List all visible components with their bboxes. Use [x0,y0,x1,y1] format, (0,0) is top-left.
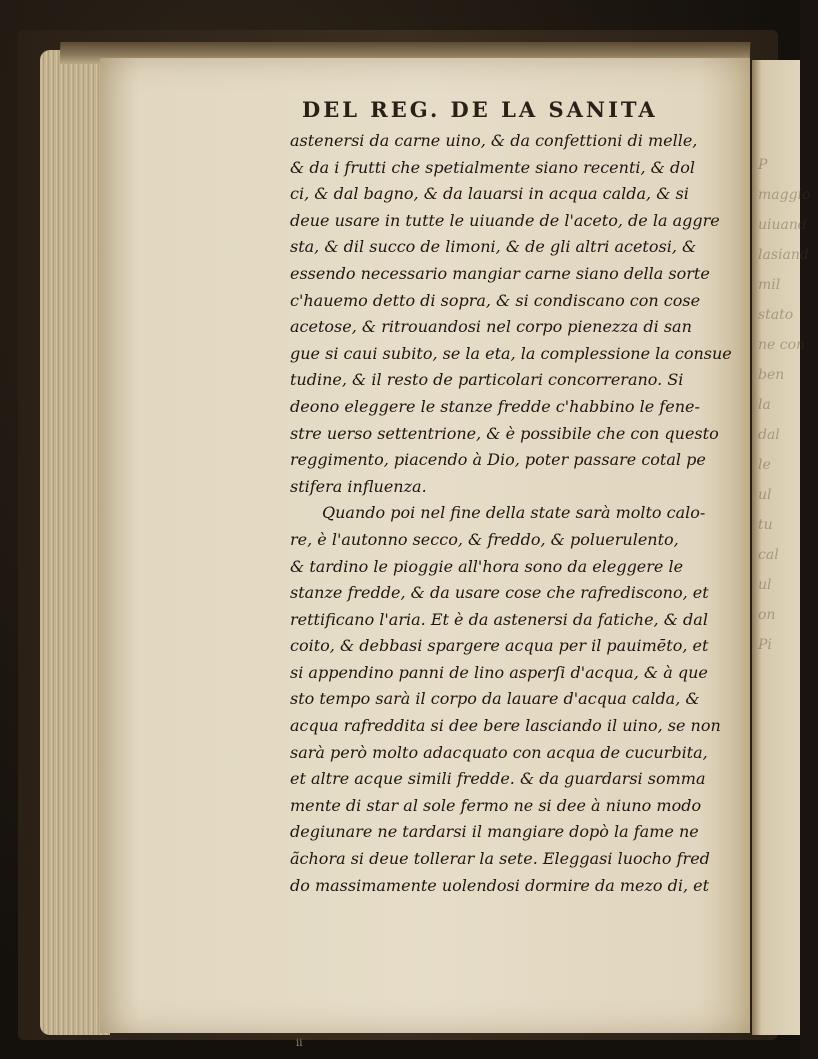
facing-page-fragment: la [758,397,771,413]
text-line: & tardino le pioggie all'hora sono da eleggere le [290,556,684,576]
signature-mark: ii [296,1038,303,1049]
facing-page-fragment: tu [758,517,773,533]
facing-page-fragment: uiuand [758,217,807,233]
facing-page-fragment: on [758,607,776,623]
facing-page-fragment: stato [758,307,794,323]
text-line: essendo necessario mangiar carne siano della sorte [290,263,710,283]
facing-page-edge [752,60,811,1035]
facing-page-fragment: ne con [758,337,806,353]
text-line: tudine, & il resto de particolari concorrerano. Si [290,370,684,390]
text-line: gue si caui subito, se la eta, la complessione la consue [290,343,732,363]
text-line: sarà però molto adacquato con acqua de cucurbita, [290,742,708,762]
text-line: stre uerso settentrione, & è possibile che con questo [290,423,719,443]
text-line: sta, & dil succo de limoni, & de gli altri acetosi, & [290,237,697,257]
text-line: c'hauemo detto di sopra, & si condiscano con cose [290,290,701,310]
facing-page-fragment: dal [758,427,780,443]
facing-page-fragment: lasiand [758,247,809,263]
text-line: astenersi da carne uino, & da confettioni di melle, [290,131,698,150]
text-line: acetose, & ritrouandosi nel corpo pienezza di san [290,317,692,337]
facing-page-fragment: ul [758,577,772,593]
facing-page-fragment: ul [758,487,772,503]
facing-page-fragment: P [758,157,768,173]
text-line: do massimamente uolendosi dormire da mezo di, et [290,875,710,895]
text-line: Quando poi nel fine della state sarà molto calo- [322,503,706,523]
facing-page-fragment: maggio [758,187,811,203]
text-line: coito, & debbasi spargere acqua per il pauimēto, et [290,636,709,656]
facing-page-text [758,150,818,660]
text-line: reggimento, piacendo à Dio, poter passare cotal pe [290,450,706,470]
text-line: degiunare ne tardarsi il mangiare dopò la fame ne [290,822,699,842]
text-line: deono eleggere le stanze fredde c'habbino le fene- [290,396,700,416]
text-line: stanze fredde, & da usare cose che rafrediscono, et [290,583,709,603]
text-line: ci, & dal bagno, & da lauarsi in acqua calda, & si [290,184,689,204]
facing-page-fragment: cal [758,547,779,563]
page-body-text [290,128,730,899]
facing-page-fragment: Pi [758,637,772,653]
text-line: acqua rafreddita si dee bere lasciando il uino, se non [290,716,721,736]
facing-page-fragment: ben [758,367,785,383]
facing-page-fragment: le [758,457,771,473]
text-line: ãchora si deue tollerar la sete. Eleggasi luocho fred [290,849,710,869]
text-line: stifera influenza. [290,476,427,496]
text-line: rettificano l'aria. Et è da astenersi da fatiche, & dal [290,609,708,629]
text-line: deue usare in tutte le uiuande de l'aceto, de la aggre [290,210,720,230]
running-head: DEL REG. DE LA SANITA [302,97,658,122]
text-line: & da i frutti che spetialmente siano recenti, & dol [290,157,695,177]
text-line: si appendino panni de lino asperſi d'acqua, & à que [290,662,708,682]
facing-page-fragment: mil [758,277,781,293]
text-line: re, è l'autonno secco, & freddo, & poluerulento, [290,529,679,549]
text-line: mente di star al sole fermo ne si dee à niuno modo [290,795,702,815]
text-line: et altre acque simili fredde. & da guardarsi somma [290,769,706,789]
text-line: sto tempo sarà il corpo da lauare d'acqua calda, & [290,689,700,709]
